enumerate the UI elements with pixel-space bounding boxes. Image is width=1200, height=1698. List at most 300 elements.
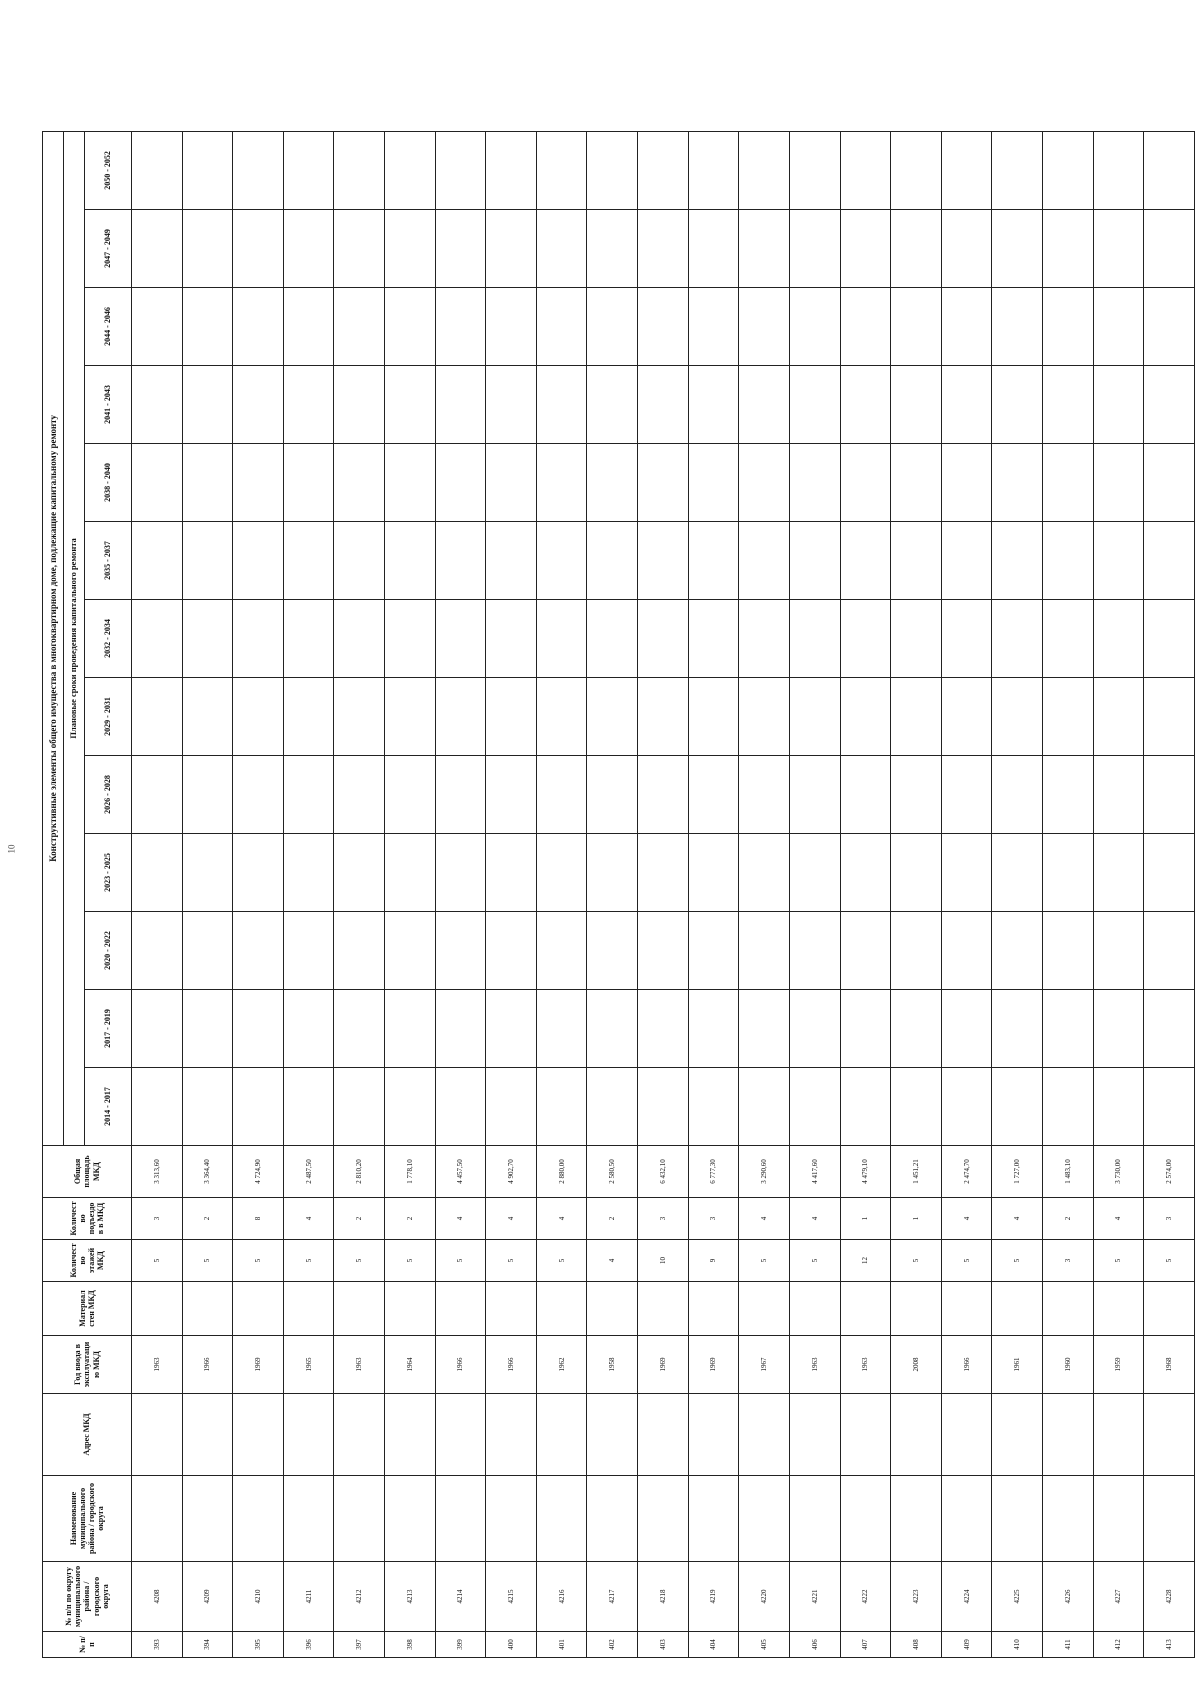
- plan-cell: [132, 444, 183, 522]
- plan-cell: [334, 444, 385, 522]
- table-row: [739, 131, 790, 1657]
- plan-cell: [132, 912, 183, 990]
- col-header-year: Год ввода в эксплуатацию МКД: [43, 1336, 132, 1394]
- plan-cell: [688, 444, 739, 522]
- plan-cell: [992, 210, 1043, 288]
- plan-cell: [840, 1068, 891, 1146]
- plan-cell: [1093, 912, 1144, 990]
- district-name-cell: [992, 1476, 1043, 1562]
- plan-cell: [1042, 912, 1093, 990]
- plan-cell: [435, 1068, 486, 1146]
- material-cell: [1144, 1282, 1195, 1336]
- plan-cell: [385, 366, 436, 444]
- plan-cell: [132, 522, 183, 600]
- plan-cell: [891, 366, 942, 444]
- material-cell: [688, 1282, 739, 1336]
- address-cell: [1042, 1394, 1093, 1476]
- plan-cell: [536, 990, 587, 1068]
- district-name-cell: [789, 1476, 840, 1562]
- district-row-number: 4211: [283, 1562, 334, 1632]
- plan-cell: [789, 678, 840, 756]
- period-header: 2017 - 2019: [85, 990, 132, 1068]
- address-cell: [739, 1394, 790, 1476]
- district-row-number: 4221: [789, 1562, 840, 1632]
- district-row-number: 4209: [182, 1562, 233, 1632]
- plan-cell: [536, 444, 587, 522]
- plan-cell: [638, 678, 689, 756]
- plan-cell: [992, 912, 1043, 990]
- table-row: [891, 131, 942, 1657]
- col-header-material: Материал стен МКД: [43, 1282, 132, 1336]
- plan-cell: [941, 522, 992, 600]
- year-cell: 1966: [941, 1336, 992, 1394]
- address-cell: [182, 1394, 233, 1476]
- plan-cell: [486, 990, 537, 1068]
- plan-cell: [132, 1068, 183, 1146]
- plan-cell: [486, 678, 537, 756]
- district-name-cell: [840, 1476, 891, 1562]
- plan-cell: [435, 990, 486, 1068]
- period-header: 2029 - 2031: [85, 678, 132, 756]
- district-row-number: 4212: [334, 1562, 385, 1632]
- district-name-cell: [1042, 1476, 1093, 1562]
- plan-cell: [233, 678, 284, 756]
- plan-cell: [385, 600, 436, 678]
- plan-cell: [891, 600, 942, 678]
- material-cell: [1093, 1282, 1144, 1336]
- entrances-cell: 4: [941, 1198, 992, 1240]
- capital-repair-table: [42, 131, 1195, 1658]
- plan-cell: [739, 756, 790, 834]
- area-cell: 2 880,00: [536, 1146, 587, 1198]
- plan-cell: [688, 131, 739, 209]
- area-cell: 4 417,60: [789, 1146, 840, 1198]
- plan-cell: [789, 990, 840, 1068]
- plan-cell: [486, 444, 537, 522]
- plan-cell: [789, 834, 840, 912]
- plan-cell: [1042, 1068, 1093, 1146]
- year-cell: 1966: [182, 1336, 233, 1394]
- floors-cell: 5: [182, 1240, 233, 1282]
- plan-cell: [283, 210, 334, 288]
- plan-cell: [992, 990, 1043, 1068]
- plan-cell: [334, 600, 385, 678]
- plan-cell: [334, 210, 385, 288]
- plan-cell: [992, 288, 1043, 366]
- year-cell: 1959: [1093, 1336, 1144, 1394]
- plan-cell: [840, 678, 891, 756]
- plan-cell: [587, 912, 638, 990]
- table-row: [638, 131, 689, 1657]
- material-cell: [638, 1282, 689, 1336]
- plan-cell: [435, 288, 486, 366]
- plan-cell: [891, 678, 942, 756]
- plan-cell: [334, 131, 385, 209]
- plan-cell: [283, 600, 334, 678]
- address-cell: [435, 1394, 486, 1476]
- plan-cell: [385, 1068, 436, 1146]
- district-row-number: 4208: [132, 1562, 183, 1632]
- district-row-number: 4223: [891, 1562, 942, 1632]
- plan-cell: [840, 990, 891, 1068]
- plan-cell: [941, 678, 992, 756]
- plan-cell: [1042, 131, 1093, 209]
- page-number: 10: [6, 844, 16, 854]
- entrances-cell: 4: [283, 1198, 334, 1240]
- table-row: [992, 131, 1043, 1657]
- entrances-cell: 4: [1093, 1198, 1144, 1240]
- table-row: [334, 131, 385, 1657]
- period-header: 2023 - 2025: [85, 834, 132, 912]
- plan-cell: [587, 366, 638, 444]
- plan-cell: [941, 834, 992, 912]
- plan-cell: [1144, 834, 1195, 912]
- plan-cell: [638, 1068, 689, 1146]
- period-header: 2047 - 2049: [85, 210, 132, 288]
- plan-cell: [283, 834, 334, 912]
- plan-cell: [1093, 1068, 1144, 1146]
- plan-cell: [840, 131, 891, 209]
- row-number: 402: [587, 1632, 638, 1658]
- period-header: 2014 - 2017: [85, 1068, 132, 1146]
- plan-cell: [891, 1068, 942, 1146]
- entrances-cell: 8: [233, 1198, 284, 1240]
- plan-cell: [233, 444, 284, 522]
- plan-cell: [536, 366, 587, 444]
- plan-cell: [587, 1068, 638, 1146]
- plan-cell: [334, 756, 385, 834]
- row-number: 394: [182, 1632, 233, 1658]
- year-cell: 1963: [334, 1336, 385, 1394]
- table-row: [789, 131, 840, 1657]
- plan-cell: [587, 678, 638, 756]
- col-header-entrances: Количество подъездов в МКД: [43, 1198, 132, 1240]
- plan-cell: [233, 210, 284, 288]
- entrances-cell: 2: [587, 1198, 638, 1240]
- plan-cell: [182, 444, 233, 522]
- row-number: 405: [739, 1632, 790, 1658]
- material-cell: [992, 1282, 1043, 1336]
- address-cell: [789, 1394, 840, 1476]
- plan-cell: [385, 912, 436, 990]
- plan-cell: [435, 366, 486, 444]
- plan-cell: [789, 444, 840, 522]
- plan-cell: [536, 600, 587, 678]
- plan-cell: [334, 522, 385, 600]
- plan-cell: [283, 522, 334, 600]
- plan-cell: [283, 990, 334, 1068]
- district-name-cell: [132, 1476, 183, 1562]
- plan-cell: [486, 131, 537, 209]
- plan-cell: [587, 834, 638, 912]
- plan-cell: [739, 522, 790, 600]
- plan-cell: [638, 444, 689, 522]
- plan-cell: [1093, 834, 1144, 912]
- material-cell: [182, 1282, 233, 1336]
- plan-cell: [688, 600, 739, 678]
- district-name-cell: [1093, 1476, 1144, 1562]
- plan-cell: [486, 210, 537, 288]
- plan-cell: [1042, 288, 1093, 366]
- plan-cell: [233, 288, 284, 366]
- area-cell: 4 479,10: [840, 1146, 891, 1198]
- area-cell: 3 730,00: [1093, 1146, 1144, 1198]
- plan-cell: [638, 756, 689, 834]
- plan-cell: [233, 990, 284, 1068]
- year-cell: 1969: [233, 1336, 284, 1394]
- table-row: [233, 131, 284, 1657]
- plan-cell: [688, 1068, 739, 1146]
- plan-cell: [182, 1068, 233, 1146]
- plan-cell: [334, 990, 385, 1068]
- entrances-cell: 4: [435, 1198, 486, 1240]
- plan-cell: [941, 600, 992, 678]
- plan-cell: [739, 678, 790, 756]
- table-row: [840, 131, 891, 1657]
- entrances-cell: 4: [789, 1198, 840, 1240]
- district-row-number: 4226: [1042, 1562, 1093, 1632]
- area-cell: 1 778,10: [385, 1146, 436, 1198]
- plan-cell: [739, 131, 790, 209]
- row-number: 393: [132, 1632, 183, 1658]
- district-name-cell: [385, 1476, 436, 1562]
- district-name-cell: [891, 1476, 942, 1562]
- row-number: 401: [536, 1632, 587, 1658]
- plan-cell: [688, 288, 739, 366]
- plan-cell: [1144, 131, 1195, 209]
- table-row: [435, 131, 486, 1657]
- district-name-cell: [182, 1476, 233, 1562]
- plan-cell: [233, 756, 284, 834]
- plan-cell: [1093, 210, 1144, 288]
- col-header-address: Адрес МКД: [43, 1394, 132, 1476]
- plan-cell: [587, 522, 638, 600]
- plan-cell: [1093, 131, 1144, 209]
- material-cell: [587, 1282, 638, 1336]
- plan-cell: [789, 366, 840, 444]
- row-number: 400: [486, 1632, 537, 1658]
- plan-cell: [739, 834, 790, 912]
- floors-cell: 5: [739, 1240, 790, 1282]
- district-name-cell: [587, 1476, 638, 1562]
- plan-cell: [1144, 990, 1195, 1068]
- district-name-cell: [688, 1476, 739, 1562]
- plan-cell: [638, 912, 689, 990]
- plan-cell: [385, 678, 436, 756]
- plan-cell: [334, 834, 385, 912]
- plan-cell: [334, 1068, 385, 1146]
- plan-cell: [1093, 678, 1144, 756]
- floors-cell: 9: [688, 1240, 739, 1282]
- floors-cell: 5: [435, 1240, 486, 1282]
- plan-cell: [334, 366, 385, 444]
- floors-cell: 5: [283, 1240, 334, 1282]
- floors-cell: 5: [789, 1240, 840, 1282]
- plan-cell: [435, 444, 486, 522]
- plan-cell: [840, 288, 891, 366]
- plan-cell: [587, 444, 638, 522]
- year-cell: 1966: [486, 1336, 537, 1394]
- table-subtitle: Плановые сроки проведения капитального ремонта: [64, 131, 85, 1145]
- area-cell: 2 487,50: [283, 1146, 334, 1198]
- floors-cell: 12: [840, 1240, 891, 1282]
- plan-cell: [941, 210, 992, 288]
- period-header: 2035 - 2037: [85, 522, 132, 600]
- district-row-number: 4218: [638, 1562, 689, 1632]
- district-row-number: 4220: [739, 1562, 790, 1632]
- entrances-cell: 4: [486, 1198, 537, 1240]
- col-header-district-num: № п/п по округу муниципального района / городского округа: [43, 1562, 132, 1632]
- plan-cell: [992, 366, 1043, 444]
- floors-cell: 5: [132, 1240, 183, 1282]
- plan-cell: [840, 366, 891, 444]
- plan-cell: [385, 990, 436, 1068]
- plan-cell: [688, 756, 739, 834]
- plan-cell: [840, 210, 891, 288]
- plan-cell: [941, 990, 992, 1068]
- plan-cell: [941, 131, 992, 209]
- district-name-cell: [334, 1476, 385, 1562]
- district-name-cell: [1144, 1476, 1195, 1562]
- plan-cell: [182, 600, 233, 678]
- district-name-cell: [739, 1476, 790, 1562]
- entrances-cell: 4: [992, 1198, 1043, 1240]
- plan-cell: [891, 131, 942, 209]
- plan-cell: [385, 288, 436, 366]
- entrances-cell: 3: [1144, 1198, 1195, 1240]
- plan-cell: [182, 834, 233, 912]
- row-number: 409: [941, 1632, 992, 1658]
- plan-cell: [1093, 366, 1144, 444]
- plan-cell: [435, 210, 486, 288]
- area-cell: 4 902,70: [486, 1146, 537, 1198]
- plan-cell: [334, 912, 385, 990]
- plan-cell: [789, 210, 840, 288]
- plan-cell: [435, 912, 486, 990]
- plan-cell: [1042, 990, 1093, 1068]
- district-row-number: 4214: [435, 1562, 486, 1632]
- plan-cell: [233, 600, 284, 678]
- address-cell: [992, 1394, 1043, 1476]
- table-row: [1042, 131, 1093, 1657]
- district-row-number: 4215: [486, 1562, 537, 1632]
- entrances-cell: 4: [739, 1198, 790, 1240]
- area-cell: 1 483,10: [1042, 1146, 1093, 1198]
- area-cell: 4 724,90: [233, 1146, 284, 1198]
- floors-cell: 5: [486, 1240, 537, 1282]
- plan-cell: [233, 834, 284, 912]
- material-cell: [334, 1282, 385, 1336]
- floors-cell: 10: [638, 1240, 689, 1282]
- plan-cell: [1144, 912, 1195, 990]
- col-header-area: Общая площадь МКД: [43, 1146, 132, 1198]
- plan-cell: [435, 834, 486, 912]
- district-name-cell: [486, 1476, 537, 1562]
- district-row-number: 4228: [1144, 1562, 1195, 1632]
- plan-cell: [992, 444, 1043, 522]
- area-cell: 3 290,60: [739, 1146, 790, 1198]
- col-header-floors: Количество этажей МКД: [43, 1240, 132, 1282]
- material-cell: [840, 1282, 891, 1336]
- district-name-cell: [283, 1476, 334, 1562]
- year-cell: 1967: [739, 1336, 790, 1394]
- address-cell: [283, 1394, 334, 1476]
- address-cell: [891, 1394, 942, 1476]
- year-cell: 1968: [1144, 1336, 1195, 1394]
- material-cell: [385, 1282, 436, 1336]
- plan-cell: [688, 912, 739, 990]
- plan-cell: [182, 990, 233, 1068]
- row-number: 408: [891, 1632, 942, 1658]
- plan-cell: [182, 678, 233, 756]
- plan-cell: [334, 288, 385, 366]
- plan-cell: [486, 756, 537, 834]
- district-row-number: 4225: [992, 1562, 1043, 1632]
- plan-cell: [435, 522, 486, 600]
- plan-cell: [486, 366, 537, 444]
- year-cell: 2008: [891, 1336, 942, 1394]
- plan-cell: [486, 522, 537, 600]
- plan-cell: [132, 834, 183, 912]
- district-name-cell: [435, 1476, 486, 1562]
- address-cell: [638, 1394, 689, 1476]
- plan-cell: [941, 444, 992, 522]
- plan-cell: [739, 990, 790, 1068]
- plan-cell: [486, 912, 537, 990]
- year-cell: 1965: [283, 1336, 334, 1394]
- material-cell: [739, 1282, 790, 1336]
- address-cell: [1144, 1394, 1195, 1476]
- plan-cell: [840, 834, 891, 912]
- plan-cell: [891, 912, 942, 990]
- plan-cell: [840, 756, 891, 834]
- table-title: Конструктивные элементы общего имущества в многоквартирном доме, подлежащие капитальному ремонту: [43, 131, 64, 1145]
- year-cell: 1969: [688, 1336, 739, 1394]
- row-number: 411: [1042, 1632, 1093, 1658]
- plan-cell: [992, 600, 1043, 678]
- entrances-cell: 2: [385, 1198, 436, 1240]
- area-cell: 2 574,00: [1144, 1146, 1195, 1198]
- plan-cell: [1042, 600, 1093, 678]
- plan-cell: [739, 288, 790, 366]
- plan-cell: [182, 288, 233, 366]
- year-cell: 1962: [536, 1336, 587, 1394]
- plan-cell: [891, 444, 942, 522]
- plan-cell: [587, 990, 638, 1068]
- plan-cell: [233, 366, 284, 444]
- address-cell: [840, 1394, 891, 1476]
- plan-cell: [789, 288, 840, 366]
- plan-cell: [182, 131, 233, 209]
- plan-cell: [1093, 600, 1144, 678]
- plan-cell: [789, 600, 840, 678]
- plan-cell: [385, 522, 436, 600]
- plan-cell: [638, 522, 689, 600]
- area-cell: 2 474,70: [941, 1146, 992, 1198]
- row-number: 413: [1144, 1632, 1195, 1658]
- year-cell: 1963: [840, 1336, 891, 1394]
- year-cell: 1961: [992, 1336, 1043, 1394]
- address-cell: [941, 1394, 992, 1476]
- district-row-number: 4224: [941, 1562, 992, 1632]
- table-row: [182, 131, 233, 1657]
- table-row: [536, 131, 587, 1657]
- plan-cell: [941, 366, 992, 444]
- entrances-cell: 3: [132, 1198, 183, 1240]
- floors-cell: 5: [941, 1240, 992, 1282]
- plan-cell: [486, 288, 537, 366]
- plan-cell: [132, 990, 183, 1068]
